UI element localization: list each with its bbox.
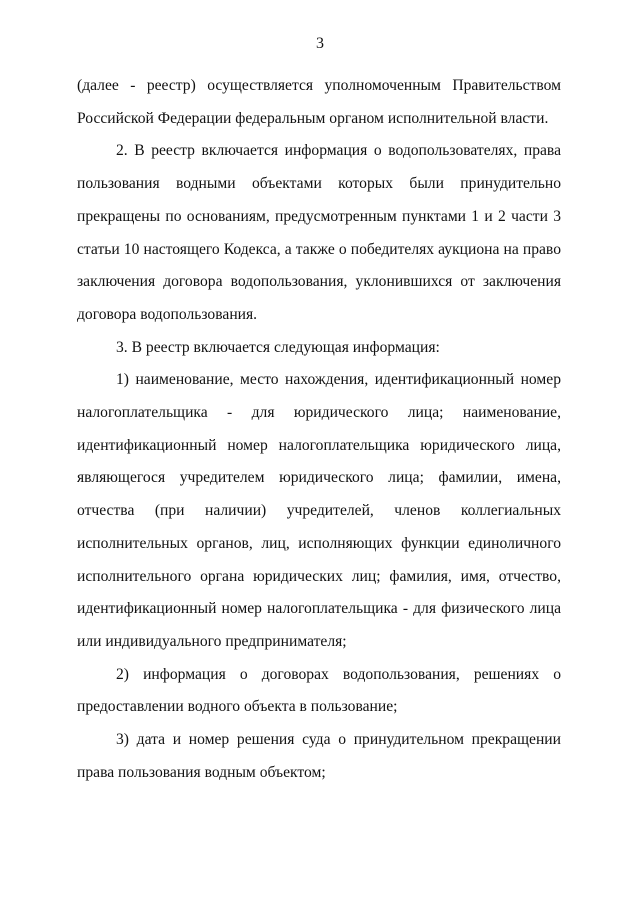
document-body <box>77 70 561 789</box>
page-number: 3 <box>316 35 324 52</box>
paragraph-subitem-3: 3) дата и номер решения суда о принудительном прекращении права пользования водным объектом; <box>77 731 561 781</box>
paragraph-item-2: 2. В реестр включается информация о водопользователях, права пользования водными объектами которых были принудительно прекращены по основаниям, предусмотренным пунктами 1 и 2 части 3 статьи 10 настоящего Кодекса, а также о победителях аукциона на право заключения договора водопользования, уклонившихся от заключения договора водопользования. <box>77 142 561 323</box>
paragraph-subitem-2: 2) информация о договорах водопользования, решениях о предоставлении водного объекта в пользование; <box>77 665 561 716</box>
paragraph-item-3: 3. В реестр включается следующая информация: <box>116 338 440 356</box>
paragraph-subitem-1: 1) наименование, место нахождения, идентификационный номер налогоплательщика - для юридического лица; наименование, идентификационный номер налогоплательщика юридического лица, являющегося учредителем юридического лица; фамилии, имена, отчества (при наличии) учредителей, членов коллегиальных исполнительных органов, лиц, исполняющих функции единоличного исполнительного органа юридических лиц; фамилия, имя, отчество, идентификационный номер налогоплательщика - для физического лица или индивидуального предпринимателя; <box>77 371 561 650</box>
paragraph-registry-continuation: (далее - реестр) осуществляется уполномоченным Правительством Российской Федерации федеральным органом исполнительной власти. <box>77 77 561 127</box>
